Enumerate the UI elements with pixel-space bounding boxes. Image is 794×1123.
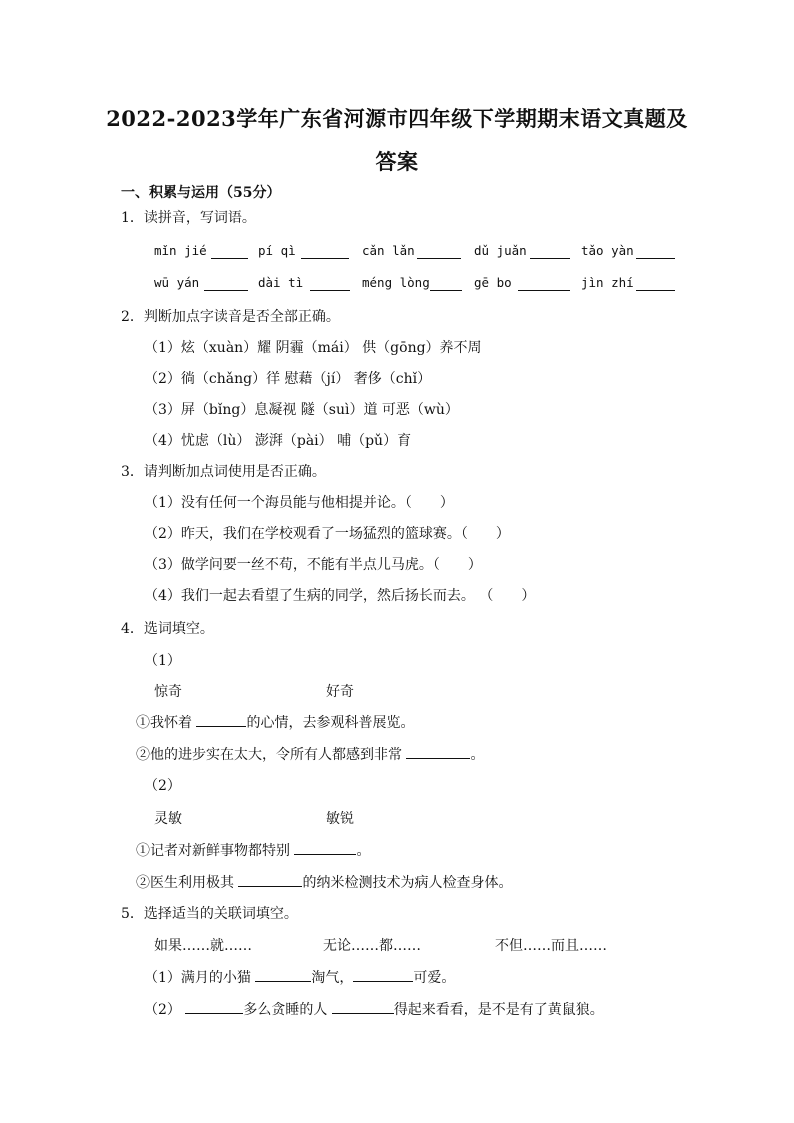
question-3-item: （4）我们一起去看望了生病的同学，然后扬长而去。 （ ） [144,588,536,604]
fill-sentence: （1）满月的小猫 淘气， 可爱。 [144,970,456,986]
fill-sentence: （2） 多么贪睡的人 得起来看看，是不是有了黄鼠狼。 [144,1002,604,1018]
answer-blank[interactable] [294,842,356,855]
answer-blank[interactable] [430,278,462,291]
pinyin-item: dǔ juǎn [474,243,527,258]
pinyin-item: dài tì [258,275,304,290]
fill-sentence: ②医生利用极其 的纳米检测技术为病人检查身体。 [136,875,513,891]
answer-blank[interactable] [332,1001,394,1014]
fill-sentence: ②他的进步实在太大，令所有人都感到非常 。 [136,747,485,763]
answer-blank[interactable] [211,246,248,259]
word-option: 惊奇 [154,684,182,700]
conjunction-option: 无论……都…… [323,938,421,954]
pinyin-item: gē bo [474,275,512,290]
question-1-stem: 1．读拼音，写词语。 [121,210,256,226]
question-2-stem: 2．判断加点字读音是否全部正确。 [121,309,340,325]
question-4-part-1-number: （1） [144,653,181,669]
answer-blank[interactable] [353,969,413,982]
answer-blank[interactable] [255,969,311,982]
pinyin-item: jìn zhí [581,275,634,290]
pinyin-item: mǐn jié [154,243,207,258]
question-3-stem: 3．请判断加点词使用是否正确。 [121,464,326,480]
page-title: 2022-2023学年广东省河源市四年级下学期期末语文真题及 [106,106,688,131]
fill-sentence: ①记者对新鲜事物都特别 。 [136,843,371,859]
answer-blank[interactable] [636,278,675,291]
question-2-item: （1）炫（xuàn）耀 阴霾（mái） 供（gōng）养不周 [144,340,482,356]
pinyin-item: tǎo yàn [581,243,634,258]
word-option: 灵敏 [154,811,182,827]
answer-blank[interactable] [518,278,570,291]
pinyin-item: cǎn lǎn [362,243,415,258]
answer-blank[interactable] [310,278,350,291]
answer-blank[interactable] [204,278,248,291]
question-5-stem: 5．选择适当的关联词填空。 [121,906,298,922]
answer-blank[interactable] [185,1001,243,1014]
pinyin-item: wū yán [154,275,200,290]
answer-blank[interactable] [196,714,246,727]
question-3-item: （2）昨天，我们在学校观看了一场猛烈的篮球赛。（ ） [144,526,510,542]
conjunction-option: 不但……而且…… [495,938,607,954]
fill-sentence: ①我怀着 的心情，去参观科普展览。 [136,715,415,731]
question-2-item: （3）屏（bǐng）息凝视 隧（suì）道 可恶（wù） [144,402,459,418]
question-3-item: （3）做学问要一丝不苟，不能有半点儿马虎。（ ） [144,557,482,573]
answer-blank[interactable] [417,246,461,259]
question-2-item: （4）忧虑（lù） 澎湃（pài） 哺（pǔ）育 [144,433,412,449]
conjunction-option: 如果……就…… [154,938,252,954]
page-title-line2: 答案 [375,149,419,174]
answer-blank[interactable] [406,746,470,759]
question-3-item: （1）没有任何一个海员能与他相提并论。（ ） [144,495,454,511]
section-heading: 一、积累与运用（55分） [121,185,281,201]
question-2-item: （2）徜（chǎng）徉 慰藉（jí） 奢侈（chǐ） [144,371,432,387]
answer-blank[interactable] [636,246,675,259]
question-4-part-2-number: （2） [144,778,181,794]
pinyin-item: pí qì [258,243,296,258]
pinyin-item: méng lòng [362,275,430,290]
question-4-stem: 4．选词填空。 [121,621,214,637]
answer-blank[interactable] [238,874,302,887]
answer-blank[interactable] [530,246,570,259]
word-option: 敏锐 [326,811,354,827]
word-option: 好奇 [326,684,354,700]
answer-blank[interactable] [301,246,349,259]
